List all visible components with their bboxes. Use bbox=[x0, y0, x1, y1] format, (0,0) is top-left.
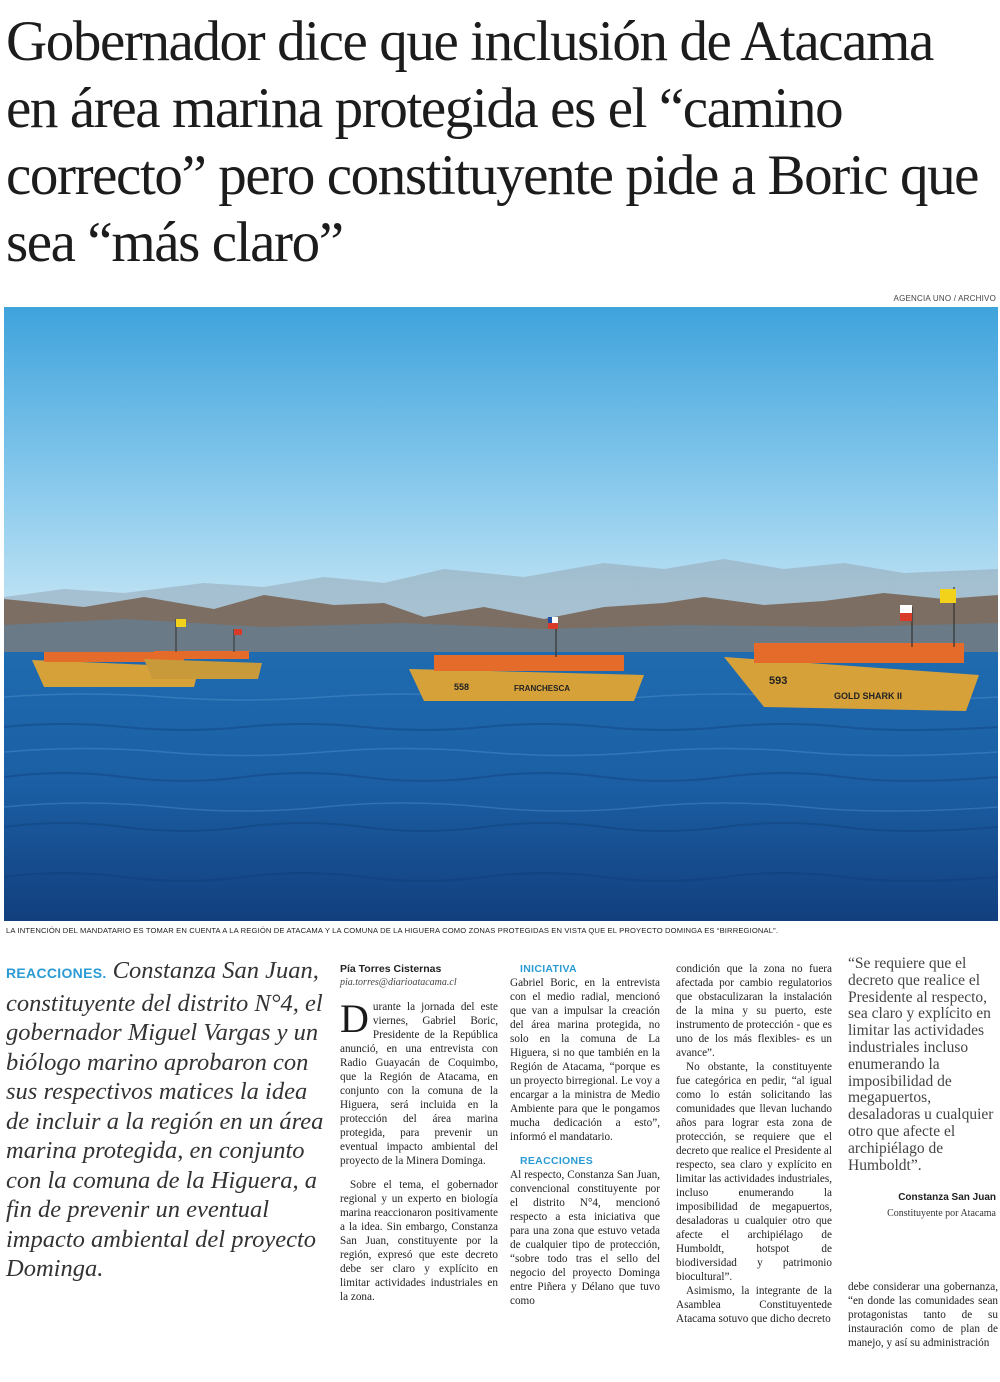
body-paragraph-3: Gabriel Boric, en la entrevista con el medio radial, mencionó que van a impulsar la creación del área marina protegida, no solo en la comuna de La Higuera, si no que también en la Región de Atacama, “porque es un proyecto birregional. Le voy a encargar a la ministra de Medio Ambiente para que le pongamos mucha dedicación a esto”, informó el mandatario. bbox=[510, 977, 660, 1143]
article-column-3 bbox=[676, 962, 832, 1326]
byline-email[interactable]: pia.torres@diarioatacama.cl bbox=[340, 977, 457, 988]
subhead-reacciones: REACCIONES bbox=[520, 1155, 594, 1167]
body-paragraph-1: urante la jornada del este viernes, Gabriel Boric, Presidente de la República anunció, en una entrevista con Radio Guayacán de Coquimbo, que la Región de Atacama, en conjunto con la comuna de la Higuera, será incluida en la protección del área marina protegida, para prevenir un eventual impacto ambiental del proyecto de la Minera Dominga. bbox=[340, 1001, 498, 1167]
boat-number: 558 bbox=[454, 682, 470, 692]
boat-name: FRANCHESCA bbox=[514, 684, 570, 693]
body-paragraph-4: Al respecto, Constanza San Juan, convencional constituyente por el distrito N°4, mencionó respecto a esta iniciativa que para una zona que estuvo vetada de cualquier tipo de protección, “sobre todo tras el sello del negocio del proyecto Dominga entre Piñera y Délano que tuvo como bbox=[510, 1169, 660, 1307]
boat-name: GOLD SHARK II bbox=[834, 691, 903, 701]
article-column-4 bbox=[848, 1280, 998, 1350]
body-paragraph-8: debe considerar una gobernanza, “en donde las comunidades sean protagonistas tanto de su instauración como de plan de manejo, y así su administración bbox=[848, 1281, 998, 1349]
body-paragraph-6: No obstante, la constituyente fue categórica en pedir, “al igual como lo están solicitando las comunidades que llevan luchando años para lograr esta zona de protección, se requiere que el decreto que realice el Presidente al respecto, sea claro y explícito en limitar las actividades industriales, incluso enumerando la imposibilidad de megapuertos, desaladoras u cualquier otro que afecte el archipiélago de Humboldt, hotspot de biodiversidad y patrimonio biocultural”. bbox=[676, 1061, 832, 1283]
pull-quote-author: Constanza San Juan bbox=[898, 1192, 996, 1203]
headline: Gobernador dice que inclusión de Atacama en área marina protegida es el “camino correcto” pero constituyente pide a Boric que sea “más claro” bbox=[6, 10, 979, 274]
article-column-1 bbox=[340, 962, 498, 1304]
photo-caption: LA INTENCIÓN DEL MANDATARIO ES TOMAR EN CUENTA A LA REGIÓN DE ATACAMA Y LA COMUNA DE LA HIGUERA COMO ZONAS PROTEGIDAS EN VISTA QUE EL PROYECTO DOMINGA ES “BIRREGIONAL”. bbox=[6, 926, 779, 935]
pull-quote-role: Constituyente por Atacama bbox=[887, 1208, 996, 1219]
body-paragraph-5: condición que la zona no fuera afectada por cambio regulatorios que obstaculizaran la instalación de la mina y su puerto, este instrumento de protección - que es uno de los más flexibles- es un avance”. bbox=[676, 963, 832, 1059]
lead-text: Constanza San Juan, constituyente del distrito N°4, el gobernador Miguel Vargas y un biólogo marino aprobaron con sus respectivos matices la idea de incluir a la región en un área marina protegida, en conjunto con la comuna de la Higuera, a fin de prevenir un eventual impacto ambiental del proyecto Dominga. bbox=[6, 957, 324, 1282]
body-paragraph-7: Asimismo, la integrante de la Asamblea Constituyentede Atacama sotuvo que dicho decreto bbox=[676, 1285, 832, 1325]
pull-quote: “Se requiere que el decreto que realice el Presidente al respecto, sea claro y explícito en limitar las actividades industriales incluso enumerando la imposibilidad de megapuertos, desaladoras u cualquier otro que afecte el archipiélago de Humboldt”. bbox=[848, 955, 994, 1174]
byline-author: Pía Torres Cisternas bbox=[340, 963, 442, 975]
news-photo bbox=[4, 307, 998, 921]
article-column-2 bbox=[510, 962, 660, 1308]
subhead-iniciativa: INICIATIVA bbox=[520, 963, 577, 975]
lead-kicker: REACCIONES. bbox=[6, 965, 107, 981]
body-paragraph-2: Sobre el tema, el gobernador regional y un experto en biología marina reaccionaron positivamente a la idea. Sin embargo, Constanza San Juan, constituyente por la región, expresó que este decreto debe ser claro y explícito en limitar actividades industriales en la zona. bbox=[340, 1179, 498, 1303]
boat-number: 593 bbox=[769, 675, 788, 687]
lead-paragraph bbox=[6, 956, 324, 1284]
photo-credit: AGENCIA UNO / ARCHIVO bbox=[893, 294, 996, 303]
drop-cap: D bbox=[340, 996, 369, 1041]
